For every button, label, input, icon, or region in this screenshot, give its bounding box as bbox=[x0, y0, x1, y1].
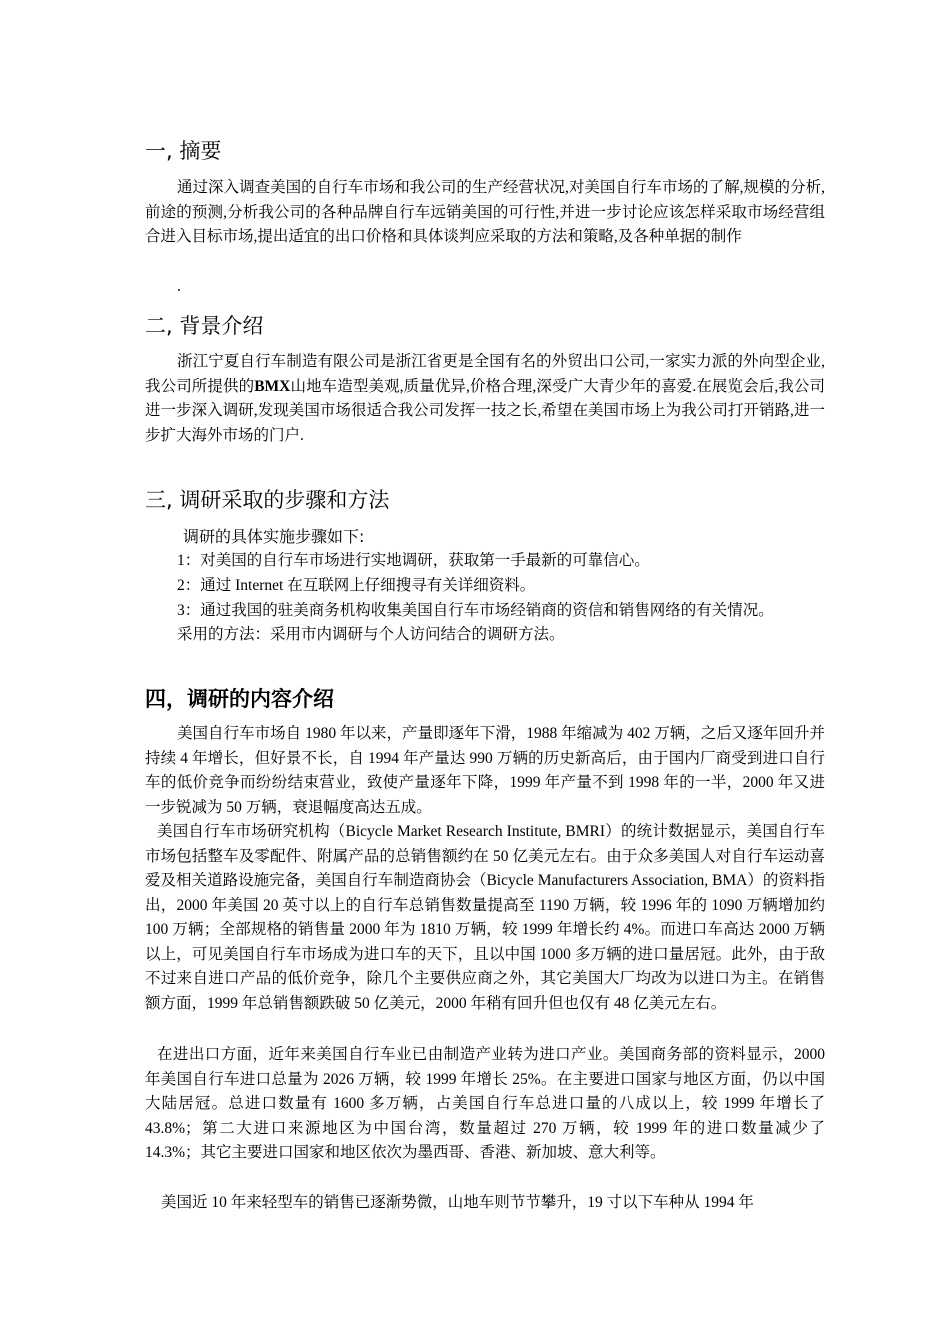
background-bold-text: BMX bbox=[254, 377, 291, 395]
content-paragraph-4: 美国近 10 年来轻型车的销售已逐渐势微，山地车则节节攀升，19 寸以下车种从 1994 年 bbox=[161, 1194, 754, 1211]
content-paragraph-2: 美国自行车市场研究机构（Bicycle Market Research Institute, BMRI）的统计数据显示，美国自行车市场包括整车及零配件、附属产品的总销售额约在 50 亿美元左右。由于众多美国人对自行车运动喜爱及相关道路设施完备，美国自行车制造商协会（Bicycle Manufacturers Association, BMA）的资料指出，2000 年美国 20 英寸以上的自行车总销售数量提高至 1190 万辆，较 1996 年的 1090 万辆增加约 100 万辆；全部规格的销售量 2000 年为 1810 万辆，较 1999 年增长约 4%。而进口车高达 2000 万辆以上，可见美国自行车市场成为进口车的天下，且以中国 1000 多万辆的进口量居冠。此外，由于敌不过来自进口产品的低价竞争，除几个主要供应商之外，其它美国大厂均改为以进口为主。在销售额方面，1999 年总销售额跌破 50 亿美元，2000 年稍有回升但也仅有 48 亿美元左右。 bbox=[145, 823, 825, 1012]
content-paragraph-1: 美国自行车市场自 1980 年以来，产量即逐年下滑，1988 年缩减为 402 万辆，之后又逐年回升并持续 4 年增长，但好景不长，自 1994 年产量达 990 万辆的历史新高后，由于国内厂商受到进口自行车的低价竞争而纷纷结束营业，致使产量逐年下降，1999 年产量不到 1998 年的一半，2000 年又进一步锐减为 50 万辆，衰退幅度高达五成。 bbox=[145, 725, 825, 816]
section-heading-content: 四，调研的内容介绍 bbox=[145, 687, 334, 711]
background-heading-text: 二, 背景介绍 bbox=[145, 314, 264, 338]
background-text-after: 山地车造型美观,质量优异,价格合理,深受广大青少年的喜爱.在展览会后,我公司进一步深入调研,发现美国市场很适合我公司发挥一技之长,希望在美国市场上为我公司打开销路,进一步扩大海外市场的门户. bbox=[145, 377, 825, 444]
background-paragraph bbox=[145, 350, 825, 448]
content-paragraph-3: 在进出口方面，近年来美国自行车业已由制造产业转为进口产业。美国商务部的资料显示，2000 年美国自行车进口总量为 2026 万辆，较 1999 年增长 25%。在主要进口国家与地区方面，仍以中国大陆居冠。总进口数量有 1600 多万辆，占美国自行车总进口量的八成以上，较 1999 年增长了 43.8%；第二大进口来源地区为中国台湾，数量超过 270 万辆，较 1999 年的进口数量减少了 14.3%；其它主要进口国家和地区依次为墨西哥、香港、新加坡、意大利等。 bbox=[145, 1046, 825, 1161]
background-text-before: 浙江宁夏自行车制造有限公司是浙江省更是全国有名的外贸出口公司,一家实力派的外向型企业,我公司所提供的 bbox=[145, 353, 825, 395]
methods-approach: 采用的方法：采用市内调研与个人访问结合的调研方法。 bbox=[177, 626, 565, 643]
summary-paragraph: 通过深入调查美国的自行车市场和我公司的生产经营状况,对美国自行车市场的了解,规模的分析,前途的预测,分析我公司的各种品牌自行车远销美国的可行性,并进一步讨论应该怎样采取市场经营组合进入目标市场,提出适宜的出口价格和具体谈判应采取的方法和策略,及各种单据的制作 bbox=[145, 179, 825, 245]
methods-step-3: 3：通过我国的驻美商务机构收集美国自行车市场经销商的资信和销售网络的有关情况。 bbox=[177, 602, 774, 619]
section-heading-background bbox=[145, 312, 263, 340]
section-heading-summary: 一, 摘要 bbox=[145, 139, 222, 163]
methods-intro: 调研的具体实施步骤如下: bbox=[183, 527, 365, 546]
methods-step-2: 2：通过 Internet 在互联网上仔细搜寻有关详细资料。 bbox=[177, 577, 536, 594]
summary-dot: . bbox=[177, 278, 181, 295]
methods-step-1: 1：对美国的自行车市场进行实地调研，获取第一手最新的可靠信心。 bbox=[177, 552, 650, 569]
section-heading-methods: 三, 调研采取的步骤和方法 bbox=[145, 488, 390, 512]
